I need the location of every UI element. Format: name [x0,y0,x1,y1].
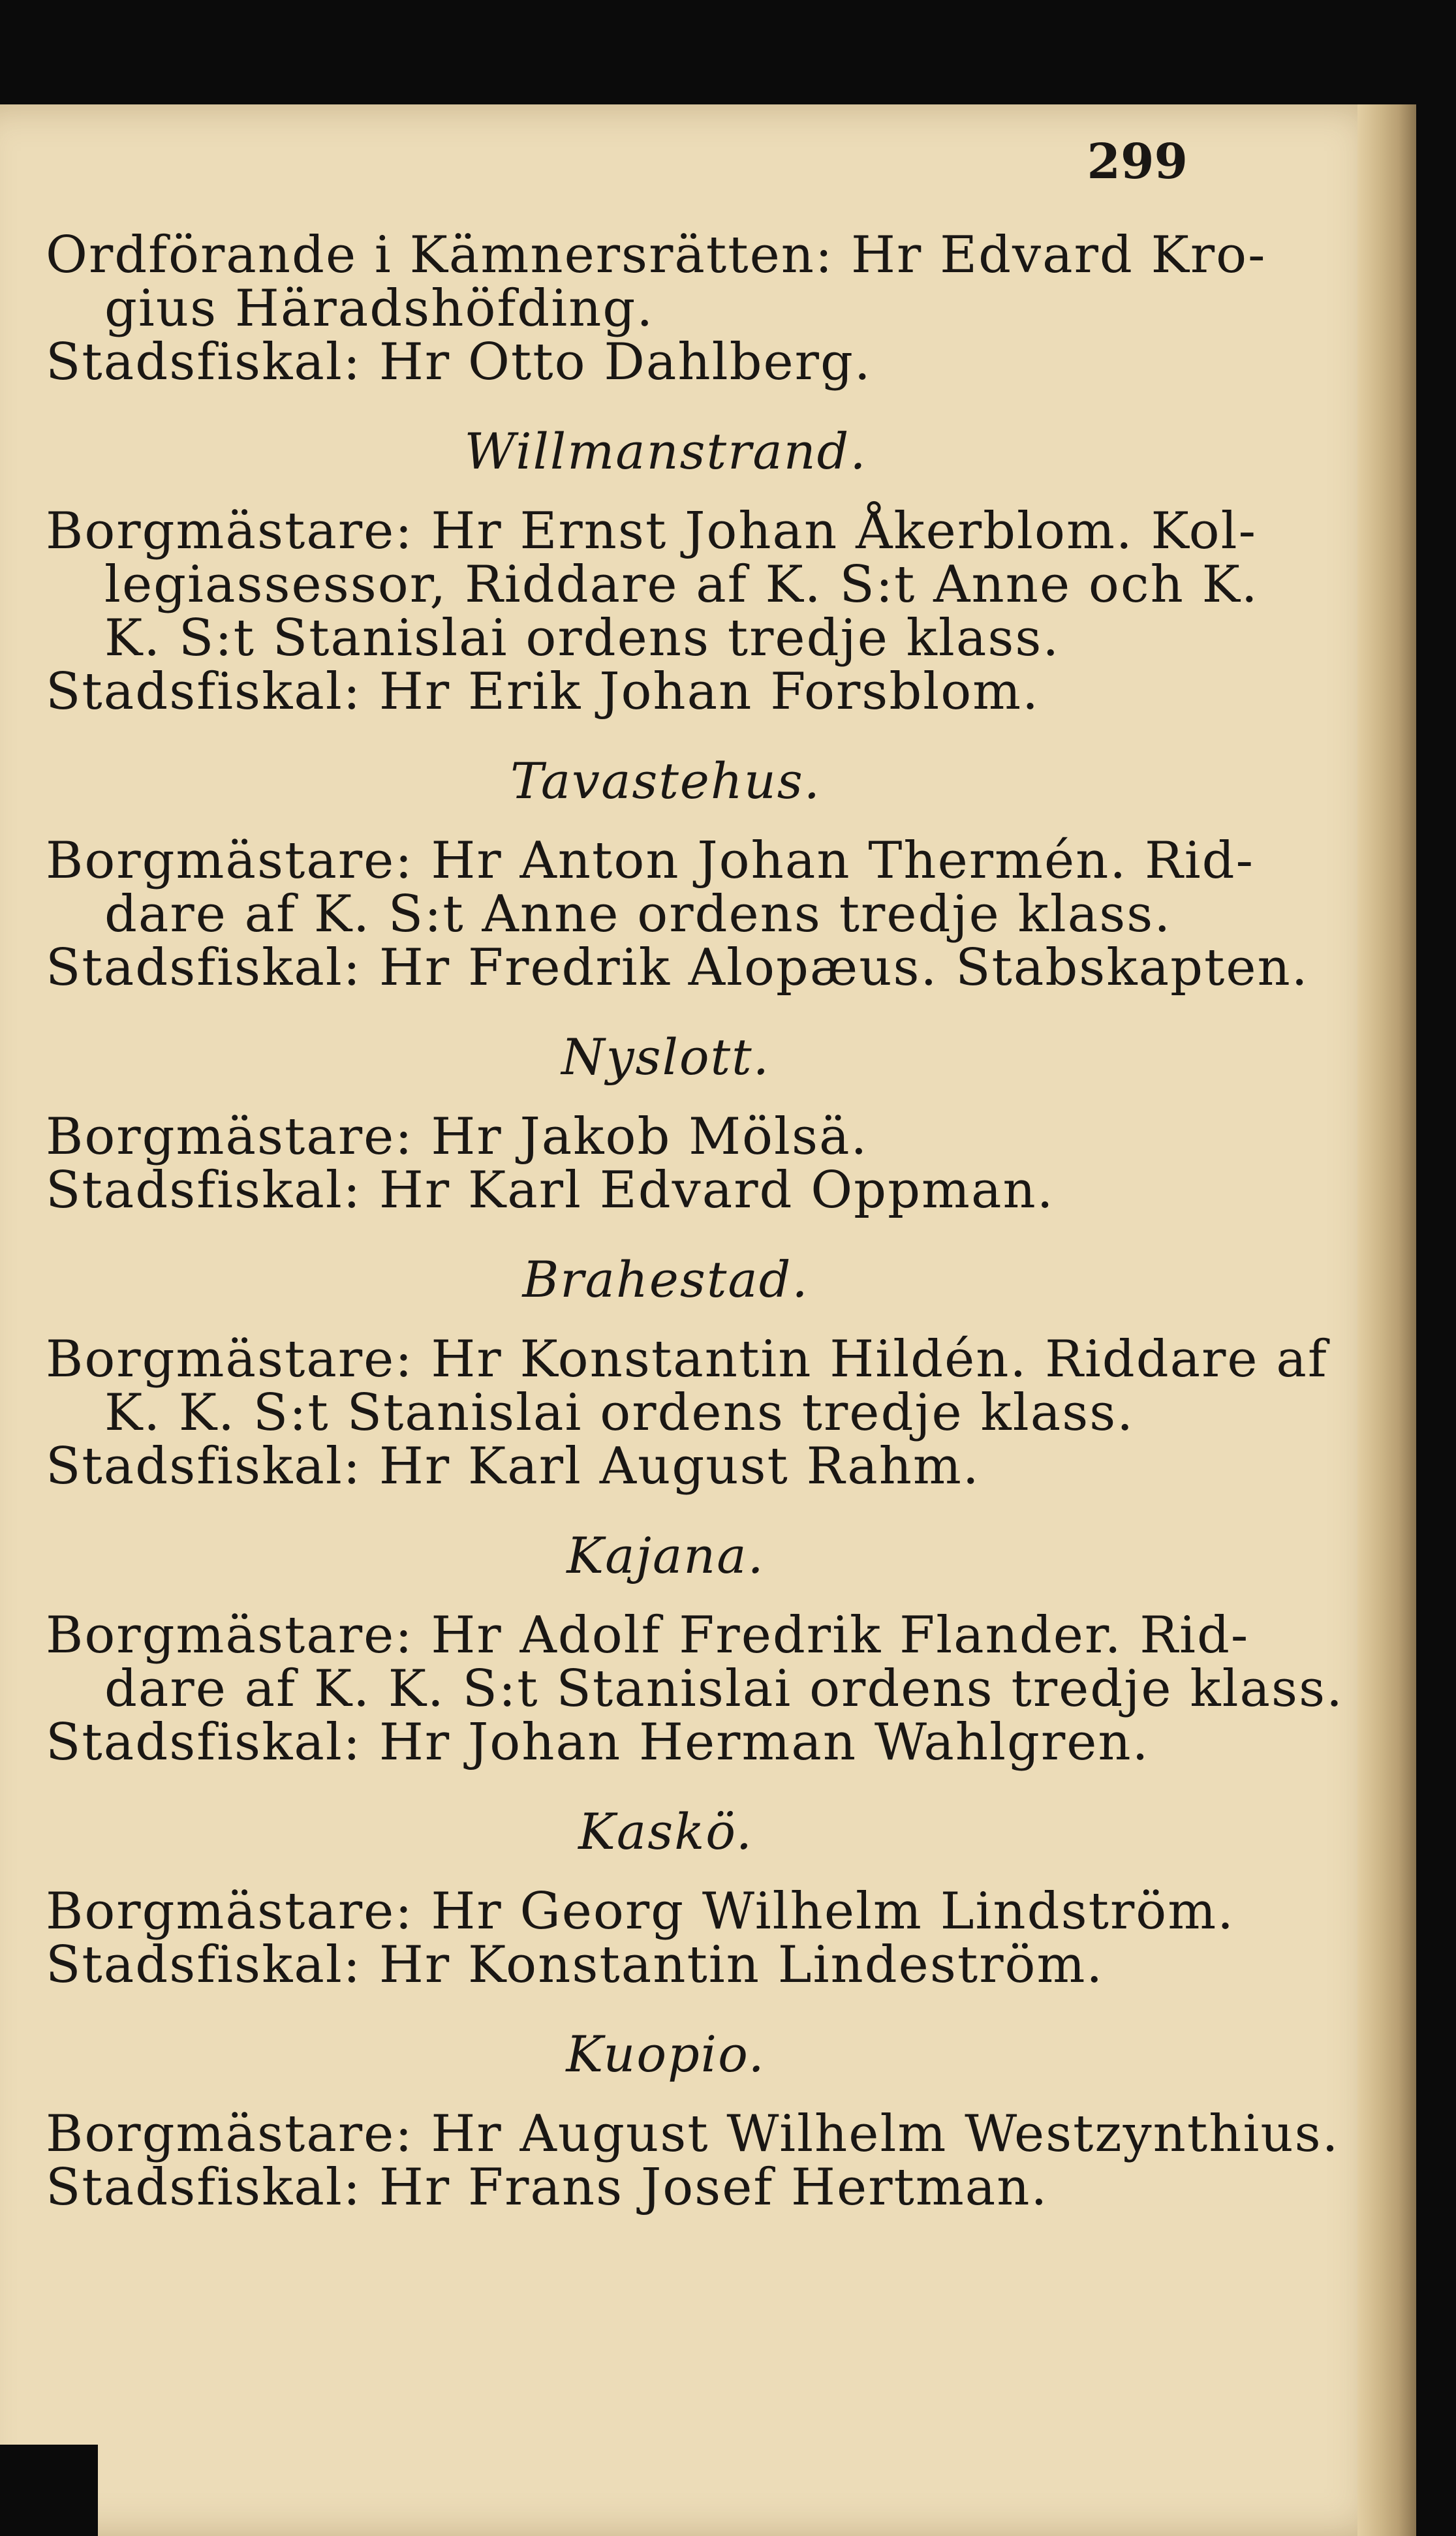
town-heading: Nyslott. [561,1028,770,1086]
text-line: Borgmästare: Hr Konstantin Hildén. Riddare af [46,1330,1328,1389]
town-heading: Kuopio. [566,2025,766,2083]
page-number: 299 [1087,134,1188,190]
text-line: Borgmästare: Hr Adolf Fredrik Flander. Rid- [46,1606,1250,1665]
text-line: K. K. S:t Stanislai ordens tredje klass. [104,1384,1135,1442]
text-line: Ordförande i Kämnersrätten: Hr Edvard Kro- [46,226,1267,285]
sections-block [46,422,1344,2217]
town-section [46,2025,1340,2217]
text-line: Borgmästare: Hr Anton Johan Thermén. Rid- [46,831,1254,890]
text-line: legiassessor, Riddare af K. S:t Anne och K. [104,555,1259,614]
town-section [46,1526,1344,1772]
town-heading: Willmanstrand. [464,422,867,480]
town-section [46,752,1309,997]
text-line: Borgmästare: Hr Georg Wilhelm Lindström. [46,1882,1235,1941]
text-line: Stadsfiskal: Hr Konstantin Lindeström. [46,1936,1104,1994]
page-corner [0,2445,98,2536]
town-heading: Kaskö. [578,1802,753,1861]
town-section [46,422,1286,721]
text-line: Stadsfiskal: Hr Karl Edvard Oppman. [46,1161,1055,1220]
town-section [46,1802,1286,1994]
text-line: Stadsfiskal: Hr Fredrik Alopæus. Stabskapten. [46,938,1309,997]
text-line: Stadsfiskal: Hr Frans Josef Hertman. [46,2158,1049,2217]
page-body [46,226,1344,2217]
text-line: Borgmästare: Hr Ernst Johan Åkerblom. Kol- [46,502,1257,561]
town-heading: Brahestad. [522,1250,809,1308]
text-line: Stadsfiskal: Hr Johan Herman Wahlgren. [46,1713,1150,1772]
text-line: Stadsfiskal: Hr Karl August Rahm. [46,1437,980,1496]
text-line: dare af K. S:t Anne ordens tredje klass. [104,885,1172,944]
text-line: gius Häradshöfding. [104,279,655,338]
text-line: Borgmästare: Hr August Wilhelm Westzynthius. [46,2105,1340,2163]
town-heading: Tavastehus. [510,752,821,810]
text-line: Stadsfiskal: Hr Otto Dahlberg. [46,333,872,392]
page-edge [1357,104,1416,2536]
text-line: Stadsfiskal: Hr Erik Johan Forsblom. [46,662,1040,721]
text-line: K. S:t Stanislai ordens tredje klass. [104,609,1061,668]
text-line: Borgmästare: Hr Jakob Mölsä. [46,1107,869,1166]
intro-block [46,226,1286,392]
town-section [46,1250,1328,1496]
town-section [46,1028,1286,1220]
text-line: dare af K. K. S:t Stanislai ordens tredje klass. [104,1660,1344,1718]
town-heading: Kajana. [566,1526,765,1585]
